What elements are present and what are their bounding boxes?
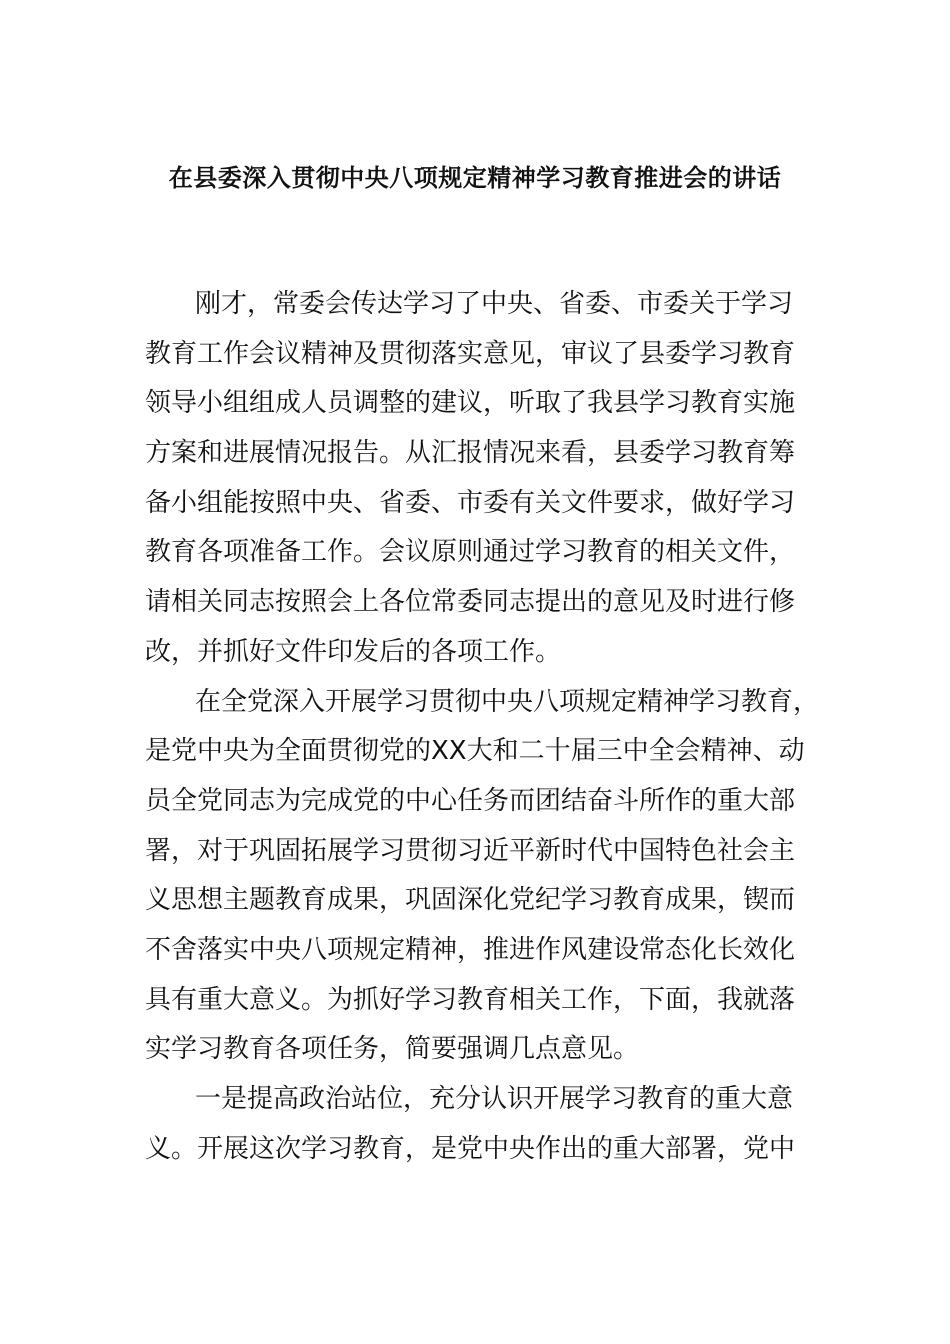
document-body (145, 280, 825, 1174)
text-line: 教育工作会议精神及贯彻落实意见，审议了县委学习教育 (145, 338, 796, 369)
paragraph-2 (145, 678, 825, 1076)
text-line: 刚才，常委会传达学习了中央、省委、市委关于学习 (195, 289, 794, 319)
text-line: 请相关同志按照会上各位常委同志提出的意见及时进行修 (145, 587, 796, 618)
text-line: 在全党深入开展学习贯彻中央八项规定精神学习教育， (195, 686, 820, 717)
text-line: 署，对于巩固拓展学习贯彻习近平新时代中国特色社会主 (145, 835, 796, 866)
text-line: 一是提高政治站位，充分认识开展学习教育的重大意 (195, 1084, 794, 1114)
text-line: 具有重大意义。为抓好学习教育相关工作，下面，我就落 (145, 984, 796, 1015)
text-line: 领导小组组成人员调整的建议，听取了我县学习教育实施 (145, 388, 796, 419)
text-line: 改，并抓好文件印发后的各项工作。 (145, 636, 562, 667)
text-line: 义思想主题教育成果，巩固深化党纪学习教育成果，锲而 (145, 885, 796, 916)
paragraph-3 (145, 1075, 825, 1174)
text-line: 员全党同志为完成党的中心任务而团结奋斗所作的重大部 (145, 785, 796, 816)
text-line: 方案和进展情况报告。从汇报情况来看，县委学习教育筹 (145, 438, 796, 469)
text-line: 是党中央为全面贯彻党的XX大和二十届三中全会精神、动 (145, 736, 805, 767)
text-line: 教育各项准备工作。会议原则通过学习教育的相关文件， (145, 537, 796, 568)
text-line: 实学习教育各项任务，简要强调几点意见。 (145, 1034, 640, 1065)
document-title: 在县委深入贯彻中央八项规定精神学习教育推进会的讲话 (168, 164, 782, 192)
text-line: 备小组能按照中央、省委、市委有关文件要求，做好学习 (145, 487, 796, 518)
text-line: 不舍落实中央八项规定精神，推进作风建设常态化长效化 (145, 934, 796, 965)
paragraph-1 (145, 280, 825, 678)
text-line: 义。开展这次学习教育，是党中央作出的重大部署，党中 (145, 1133, 796, 1164)
